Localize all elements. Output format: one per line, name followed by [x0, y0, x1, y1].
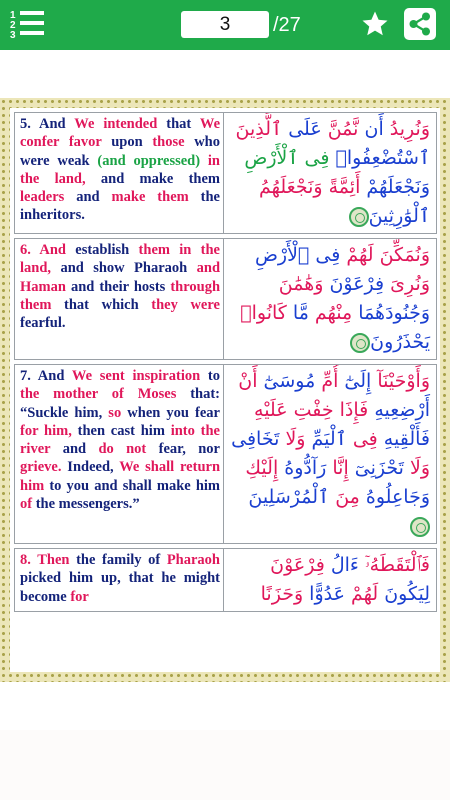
translation-segment: 8. Then [20, 552, 77, 568]
translation-segment: Pharaoh [134, 260, 197, 277]
translation-segment: and Haman [20, 260, 221, 295]
translation-segment: make him [156, 477, 221, 494]
arabic-segment: إِلَيْكِ [245, 457, 279, 479]
translation-segment: into the river [20, 422, 220, 458]
arabic-segment: تَخَافِى [231, 428, 286, 450]
svg-text:1: 1 [10, 10, 16, 21]
arabic-segment: تَحْزَنِىٓ [348, 457, 410, 479]
current-page: 3 [219, 13, 231, 35]
arabic-segment: ءَالُ [324, 554, 365, 576]
verse-translation [15, 365, 224, 543]
translation-segment: who were weak [20, 134, 220, 169]
verse-translation [15, 239, 224, 359]
arabic-segment: وَنُمَكِّنَ [379, 244, 430, 266]
verse-translation [15, 113, 224, 233]
share-button[interactable] [404, 8, 436, 40]
translation-segment: We shall return him [20, 459, 221, 494]
translation-segment: We sent inspiration [71, 368, 208, 384]
translation-segment: fear, nor [158, 441, 220, 458]
translation-segment: and their hosts [70, 278, 171, 295]
arabic-segment: لَهُمْ [350, 583, 379, 605]
translation-segment: Indeed, [67, 459, 120, 476]
arabic-segment: أُمِّ [321, 370, 339, 392]
arabic-segment: فِى [352, 428, 378, 450]
verse-end-marker-icon [350, 333, 370, 353]
arabic-segment: فِى [304, 147, 330, 169]
translation-segment: them [138, 242, 180, 258]
verse-list-button[interactable] [8, 8, 48, 42]
arabic-segment: ٱلَّذِينَ [235, 118, 283, 140]
translation-segment: they were [151, 296, 220, 313]
arabic-segment: ٱلْمُرْسَلِينَ [248, 486, 336, 508]
page-number-input[interactable] [181, 11, 269, 38]
total-pages: /27 [273, 14, 301, 36]
arabic-segment: أَرْضِعِيهِ [368, 399, 430, 421]
share-icon [404, 8, 436, 40]
translation-segment: them [20, 296, 65, 313]
arabic-segment: فِى [315, 244, 341, 266]
arabic-segment: وَنَجْعَلَهُمُ [258, 176, 323, 198]
arabic-segment: فَإِذَا [339, 399, 369, 421]
arabic-segment: فَٱلْتَقَطَهُۥٓ [364, 554, 430, 576]
translation-segment: through [170, 278, 221, 295]
translation-segment: to [207, 368, 220, 384]
star-icon [360, 9, 390, 39]
numbered-list-icon [8, 8, 48, 42]
arabic-segment: وَلَا [285, 428, 306, 450]
translation-segment: in the land, [20, 152, 220, 187]
translation-segment: that: “Suckle him, [20, 386, 220, 421]
arabic-segment: كَانُوا۟ [240, 302, 287, 324]
arabic-segment: عَدُوًّا [303, 583, 351, 605]
verse-rows [14, 112, 440, 612]
verse-table [10, 108, 440, 672]
translation-segment: and [76, 189, 112, 206]
translation-segment: Pharaoh [166, 552, 220, 568]
arabic-segment: أَنْ [238, 370, 258, 392]
translation-segment: 6. And [20, 242, 76, 258]
arabic-segment: أَئِمَّةً [322, 176, 367, 198]
translation-segment: for [70, 588, 89, 605]
verse-row[interactable] [14, 238, 437, 360]
ad-placeholder [0, 730, 450, 800]
translation-segment: that which [64, 296, 152, 313]
verse-arabic [224, 365, 436, 543]
arabic-segment: ٱلْيَمِّ [305, 428, 353, 450]
translation-segment: fearful. [20, 315, 66, 332]
favorite-button[interactable] [360, 9, 390, 39]
arabic-segment: أَن [358, 118, 390, 140]
arabic-segment: وَجَاعِلُوهُ [359, 486, 430, 508]
translation-segment: of [20, 496, 36, 513]
arabic-segment: إِنَّا [332, 457, 349, 479]
arabic-segment: لِيَكُونَ [378, 583, 430, 605]
arabic-segment: خِفْتِ [287, 399, 340, 421]
translation-segment: to you and shall [49, 477, 157, 494]
translation-segment: make them [111, 189, 201, 206]
translation-segment: grieve. [20, 459, 68, 476]
translation-segment: for him, [20, 422, 78, 439]
arabic-segment: وَنَجْعَلَهُمْ [366, 176, 430, 198]
translation-segment: the family of [76, 552, 167, 568]
translation-segment: We intended [74, 116, 167, 132]
verse-row[interactable] [14, 112, 437, 234]
arabic-segment: عَلَيْهِ [254, 399, 288, 421]
arabic-segment: ٱلْأَرْضِ [254, 244, 316, 266]
svg-text:3: 3 [10, 30, 16, 41]
translation-segment: 5. And [20, 116, 75, 132]
verse-arabic [224, 239, 436, 359]
translation-segment: that he might become [20, 570, 220, 605]
decorative-page-border [0, 98, 450, 682]
arabic-segment: فَأَلْقِيهِ [377, 428, 430, 450]
arabic-segment: فِرْعَوْنَ [323, 273, 391, 295]
arabic-segment: وَأَوْحَيْنَآ [377, 370, 430, 392]
translation-segment: the messengers.” [35, 496, 140, 513]
arabic-segment: وَلَا [409, 457, 430, 479]
translation-segment: 7. And [20, 368, 72, 384]
translation-segment: leaders [20, 189, 77, 206]
arabic-segment: وَجُنُودَهُمَا [352, 302, 430, 324]
translation-segment: (and oppressed) [97, 152, 208, 169]
verse-row[interactable] [14, 548, 437, 612]
arabic-segment: مُوسَىٰٓ [257, 370, 322, 392]
arabic-segment: وَهَٰمَٰنَ [278, 273, 324, 295]
arabic-segment: ٱسْتُضْعِفُوا۟ [329, 147, 430, 169]
translation-segment: the inheritors. [20, 189, 220, 224]
arabic-segment: مَّا [286, 302, 315, 324]
arabic-segment: وَنُرِىَ [390, 273, 430, 295]
translation-segment: those [152, 134, 195, 151]
verse-arabic [224, 113, 436, 233]
arabic-segment: يَحْذَرُونَ [370, 331, 430, 353]
translation-segment: picked him up, [20, 570, 129, 587]
arabic-segment: نَّمُنَّ [327, 118, 359, 140]
translation-segment: in the land, [20, 242, 220, 277]
arabic-segment: ٱلْوَٰرِثِينَ [368, 205, 430, 227]
verse-row[interactable] [14, 364, 437, 544]
arabic-segment: لَهُمْ [340, 244, 380, 266]
translation-segment: We confer favor [20, 116, 221, 151]
verse-arabic [224, 549, 436, 611]
translation-segment: establish [75, 242, 139, 258]
translation-segment: upon [111, 134, 153, 151]
arabic-segment: وَحَزَنًا [260, 583, 304, 605]
translation-segment: and [62, 441, 99, 458]
verse-end-marker-icon [410, 517, 430, 537]
arabic-segment: رَآدُّوهُ [278, 457, 333, 479]
translation-segment: and show [60, 260, 135, 277]
translation-segment: do not [98, 441, 159, 458]
verse-translation [15, 549, 224, 611]
translation-segment: then cast him [77, 422, 171, 439]
translation-segment: and make them [100, 170, 220, 187]
arabic-segment: ٱلْأَرْضِ [244, 147, 305, 169]
arabic-segment: مِنْهُم [314, 302, 353, 324]
translation-segment: that [166, 116, 200, 132]
arabic-segment: وَنُرِيدُ [389, 118, 430, 140]
translation-segment: the mother of Moses [20, 386, 191, 403]
translation-segment: when you fear [127, 404, 220, 421]
svg-text:2: 2 [10, 20, 16, 31]
arabic-segment: فِرْعَوْنَ [270, 554, 325, 576]
arabic-segment: مِنَ [335, 486, 360, 508]
translation-segment: so [108, 404, 128, 421]
top-app-bar [0, 0, 450, 50]
arabic-segment: عَلَى [282, 118, 328, 140]
verse-end-marker-icon [349, 207, 369, 227]
arabic-segment: إِلَىٰٓ [338, 370, 378, 392]
